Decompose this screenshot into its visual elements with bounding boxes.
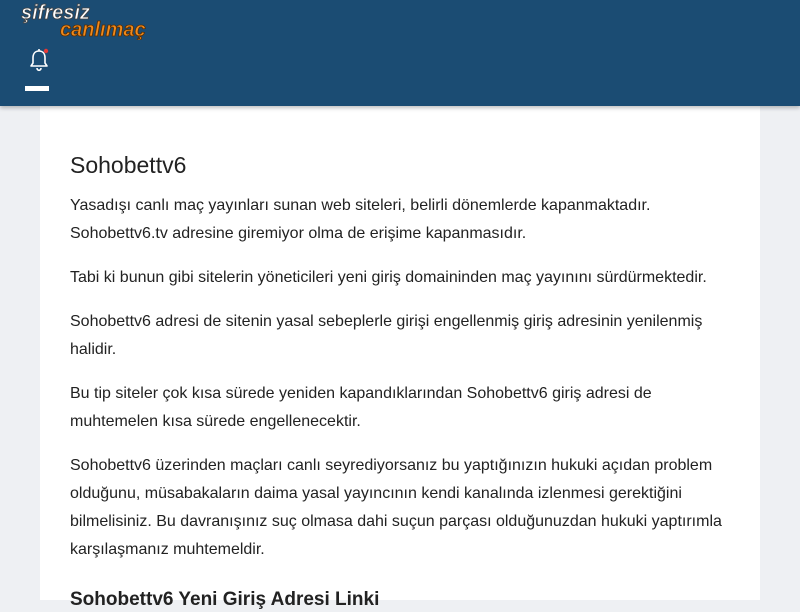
logo-graphic bbox=[20, 2, 166, 40]
logo-text-bottom: canlımaç bbox=[60, 19, 146, 40]
article-subtitle: Sohobettv6 Yeni Giriş Adresi Linki bbox=[70, 589, 380, 610]
logo-text-top: şifresiz bbox=[21, 2, 90, 24]
menu-toggle-button[interactable] bbox=[25, 86, 49, 91]
site-logo[interactable] bbox=[20, 2, 166, 40]
article-paragraph: Sohobettv6 adresi de sitenin yasal sebeplerle girişi engellenmiş giriş adresinin yenilenmiş halidir. bbox=[70, 313, 703, 358]
notification-dot bbox=[44, 49, 48, 53]
bell-icon bbox=[28, 48, 50, 72]
article-title: Sohobettv6 bbox=[70, 152, 187, 178]
article-body bbox=[70, 150, 730, 612]
article-paragraph: Bu tip siteler çok kısa sürede yeniden kapandıklarından Sohobettv6 giriş adresi de muhtemelen kısa sürede engellenecektir. bbox=[70, 385, 652, 430]
site-header bbox=[0, 0, 800, 106]
article-paragraph: Sohobettv6 üzerinden maçları canlı seyrediyorsanız bu yaptığınızın hukuki açıdan problem olduğunu, müsabakaların daima yasal yayıncının kendi kanalında izlenmesi gerektiğini bilmelisiniz. Bu davranışınız suç olmasa dahi suçun parçası olduğunuzdan hukuki yaptırımla karşılaşmanız muhtemeldir. bbox=[70, 457, 722, 558]
main-content bbox=[40, 106, 760, 610]
article-paragraph: Yasadışı canlı maç yayınları sunan web siteleri, belirli dönemlerde kapanmaktadır. Sohobettv6.tv adresine giremiyor olma de erişime kapanmasıdır. bbox=[70, 197, 651, 242]
article-paragraph: Tabi ki bunun gibi sitelerin yöneticileri yeni giriş domaininden maç yayınını sürdürmektedir. bbox=[70, 269, 707, 286]
notification-bell-button[interactable] bbox=[28, 48, 50, 72]
